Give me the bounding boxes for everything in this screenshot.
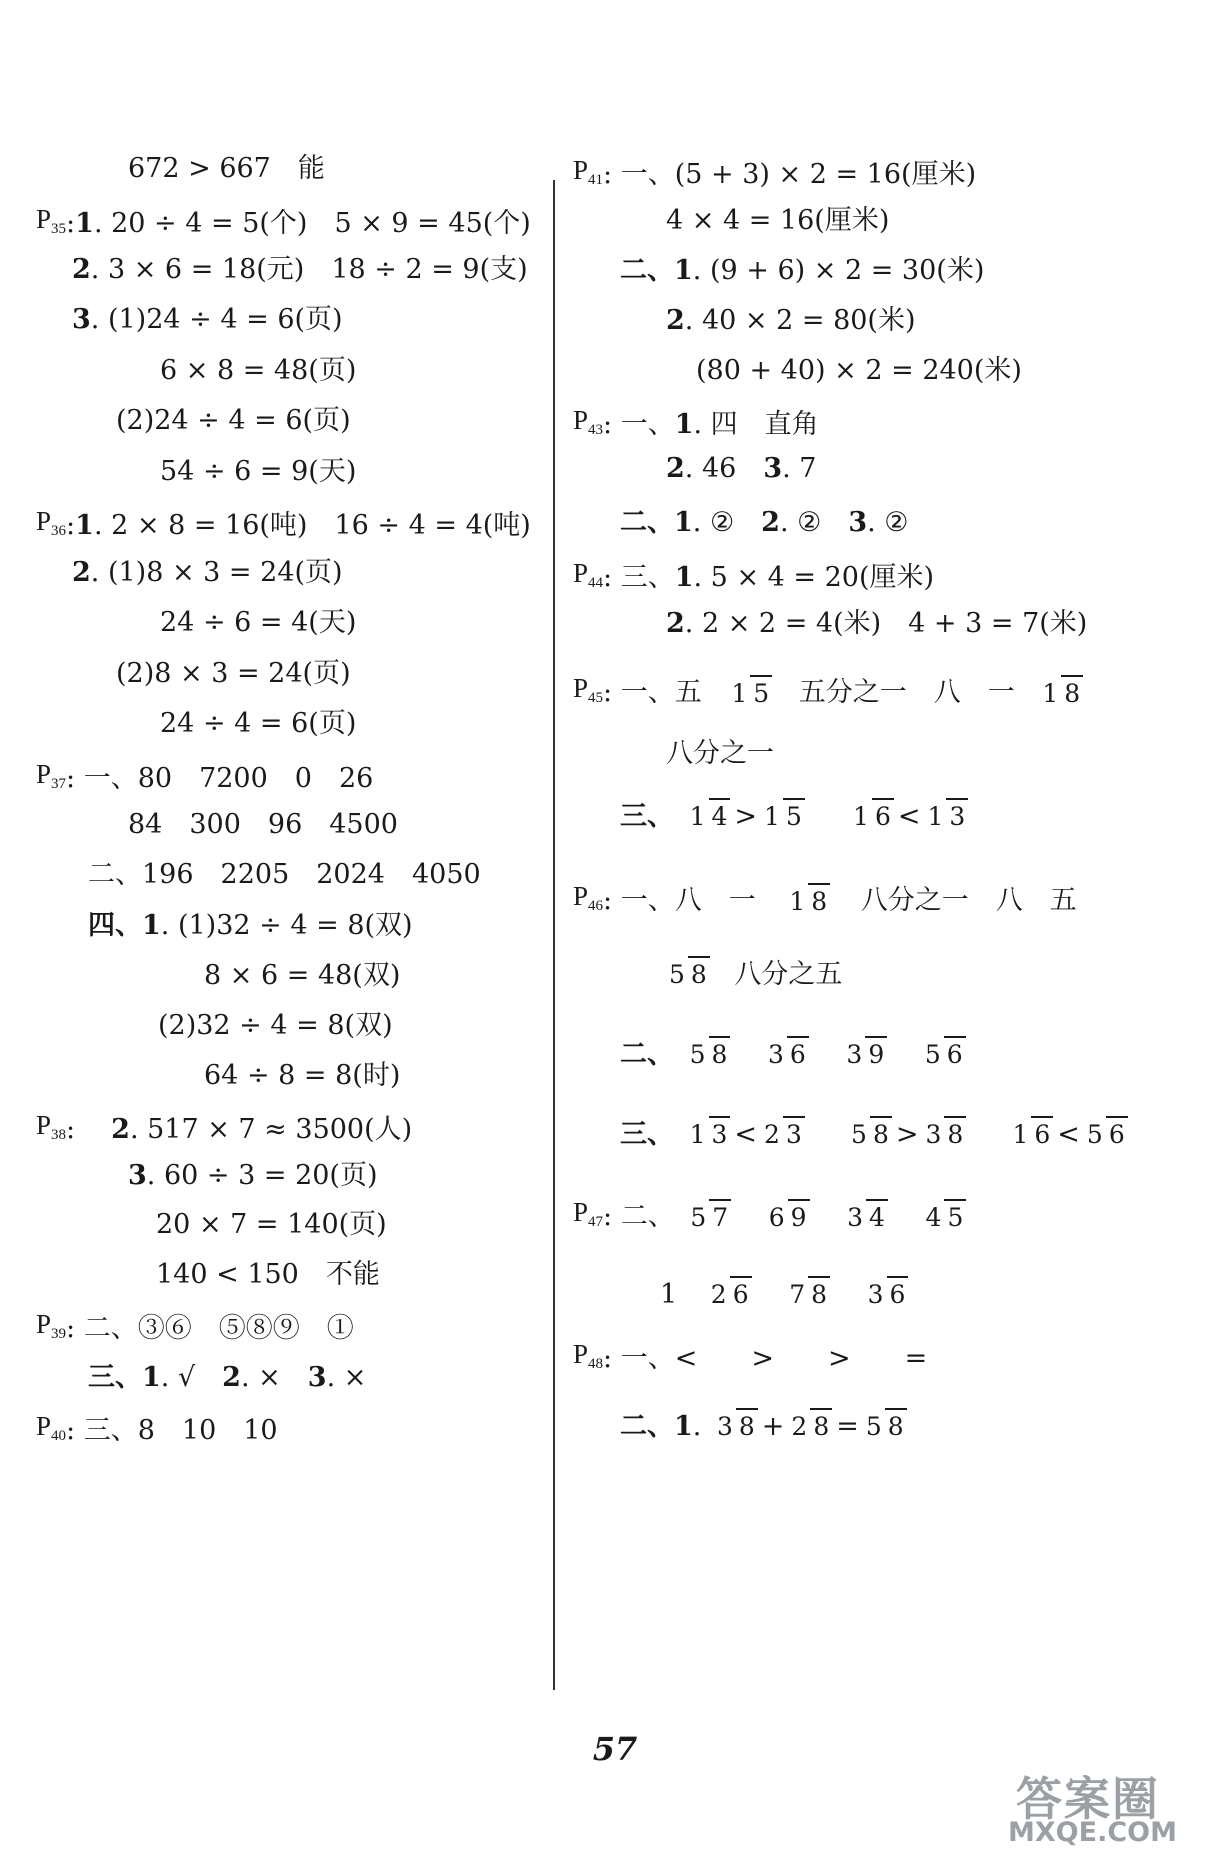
fraction: 5 6: [922, 1041, 966, 1068]
answer-line: 2. (1)8 × 3 = 24(页): [72, 556, 343, 588]
answer-line: 3. 60 ÷ 3 = 20(页): [128, 1159, 378, 1191]
answer-line: 140 < 150 不能: [156, 1258, 380, 1290]
answer-line: 3. (1)24 ÷ 4 = 6(页): [72, 303, 343, 335]
page-ref-p46: $P_{46}$: 一、八 一 1 8 八分之一 八 五: [573, 881, 1077, 916]
fraction: 5 8: [666, 961, 710, 988]
answer-line: (2)24 ÷ 4 = 6(页): [116, 404, 351, 436]
fraction: 5 8: [687, 1041, 731, 1068]
fraction: 1 8: [1039, 680, 1083, 707]
answer-line: 二、196 2205 2024 4050: [88, 858, 481, 890]
answer-line: 二、1. (9 + 6) × 2 = 30(米): [620, 254, 985, 286]
answer-line: (80 + 40) × 2 = 240(米): [696, 354, 1022, 386]
answer-line: 672 > 667 能: [128, 152, 325, 184]
page-ref-p43: $P_{43}$: 一、1. 四 直角: [573, 405, 819, 440]
page-ref-p37: $P_{37}$: 一、80 7200 0 26: [36, 759, 374, 794]
answer-line: 八分之一: [666, 737, 774, 769]
page-ref-p39: $P_{39}$: 二、③⑥ ⑤⑧⑨ ①: [36, 1309, 354, 1344]
watermark-logo: 答案圈 MXQE.COM: [1008, 1772, 1177, 1848]
column-divider: [553, 180, 555, 1690]
answer-line: 6 × 8 = 48(页): [160, 354, 357, 386]
fraction: 3 6: [765, 1041, 809, 1068]
answer-line: 2. 3 × 6 = 18(元) 18 ÷ 2 = 9(支): [72, 253, 528, 285]
page-number: 57: [592, 1730, 638, 1768]
fraction-compare-line: 三、 1 4 > 1 5 1 6 < 1 3: [620, 800, 972, 832]
answer-line: 2. 40 × 2 = 80(米): [666, 304, 916, 336]
fraction-list-line: 二、 5 8 3 6 3 9 5 6: [620, 1038, 970, 1070]
page-ref-p41: $P_{41}$: 一、(5 + 3) × 2 = 16(厘米): [573, 155, 977, 190]
answer-line: 四、1. (1)32 ÷ 4 = 8(双): [88, 909, 413, 941]
page-ref-p48: $P_{48}$: 一、< > > =: [573, 1339, 928, 1374]
answer-line: 84 300 96 4500: [128, 808, 398, 840]
fraction: 1 5: [761, 803, 805, 830]
answer-line: 24 ÷ 6 = 4(天): [160, 606, 357, 638]
page-ref-p35: $P_{35}:1$. 20 ÷ 4 = 5(个) 5 × 9 = 45(个): [36, 203, 531, 235]
answer-line: 4 × 4 = 16(厘米): [666, 204, 890, 236]
fraction: 1 8: [786, 888, 830, 915]
answer-line: 2. 2 × 2 = 4(米) 4 + 3 = 7(米): [666, 607, 1088, 639]
page-ref-p40: $P_{40}$: 三、8 10 10: [36, 1411, 278, 1446]
answer-line: 2. 46 3. 7: [666, 452, 817, 484]
answer-line: 20 × 7 = 140(页): [156, 1208, 387, 1240]
fraction-list-line: 1 2 6 7 8 3 6: [660, 1278, 912, 1310]
answer-line: 54 ÷ 6 = 9(天): [160, 455, 357, 487]
answer-line: 三、1. √ 2. × 3. ×: [88, 1361, 367, 1393]
page-ref-p47: $P_{47}$: 二、 5 7 6 9 3 4 4 5: [573, 1196, 970, 1228]
page-ref-p38: $P_{38}$: 2. 517 × 7 ≈ 3500(人): [36, 1110, 413, 1145]
answer-line: (2)32 ÷ 4 = 8(双): [158, 1009, 393, 1041]
answer-line: 24 ÷ 4 = 6(页): [160, 707, 357, 739]
answer-line: 二、1. ② 2. ② 3. ②: [620, 506, 909, 538]
answer-line: (2)8 × 3 = 24(页): [116, 657, 351, 689]
fraction: 1 3: [924, 803, 968, 830]
fraction: 1 5: [728, 680, 772, 707]
fraction: 3 9: [843, 1041, 887, 1068]
fraction-compare-line: 三、 1 3 < 2 3 5 8 > 3 8 1 6 < 5 6: [620, 1118, 1132, 1150]
answer-line: 8 × 6 = 48(双): [204, 959, 401, 991]
fraction: 1 4: [687, 803, 731, 830]
answer-line: 64 ÷ 8 = 8(时): [204, 1059, 401, 1091]
answer-line: 5 8 八分之五: [662, 958, 842, 990]
fraction-equation-line: 二、1. 3 8 + 2 8 = 5 8: [620, 1410, 911, 1442]
page-ref-p45: $P_{45}$: 一、五 1 5 五分之一 八 一 1 8: [573, 672, 1099, 704]
page-ref-p36: $P_{36}:1$. 2 × 8 = 16(吨) 16 ÷ 4 = 4(吨): [36, 506, 531, 541]
page-label: $P_{35}$: [36, 204, 67, 237]
fraction: 1 6: [850, 803, 894, 830]
page-ref-p44: $P_{44}$: 三、1. 5 × 4 = 20(厘米): [573, 558, 935, 593]
